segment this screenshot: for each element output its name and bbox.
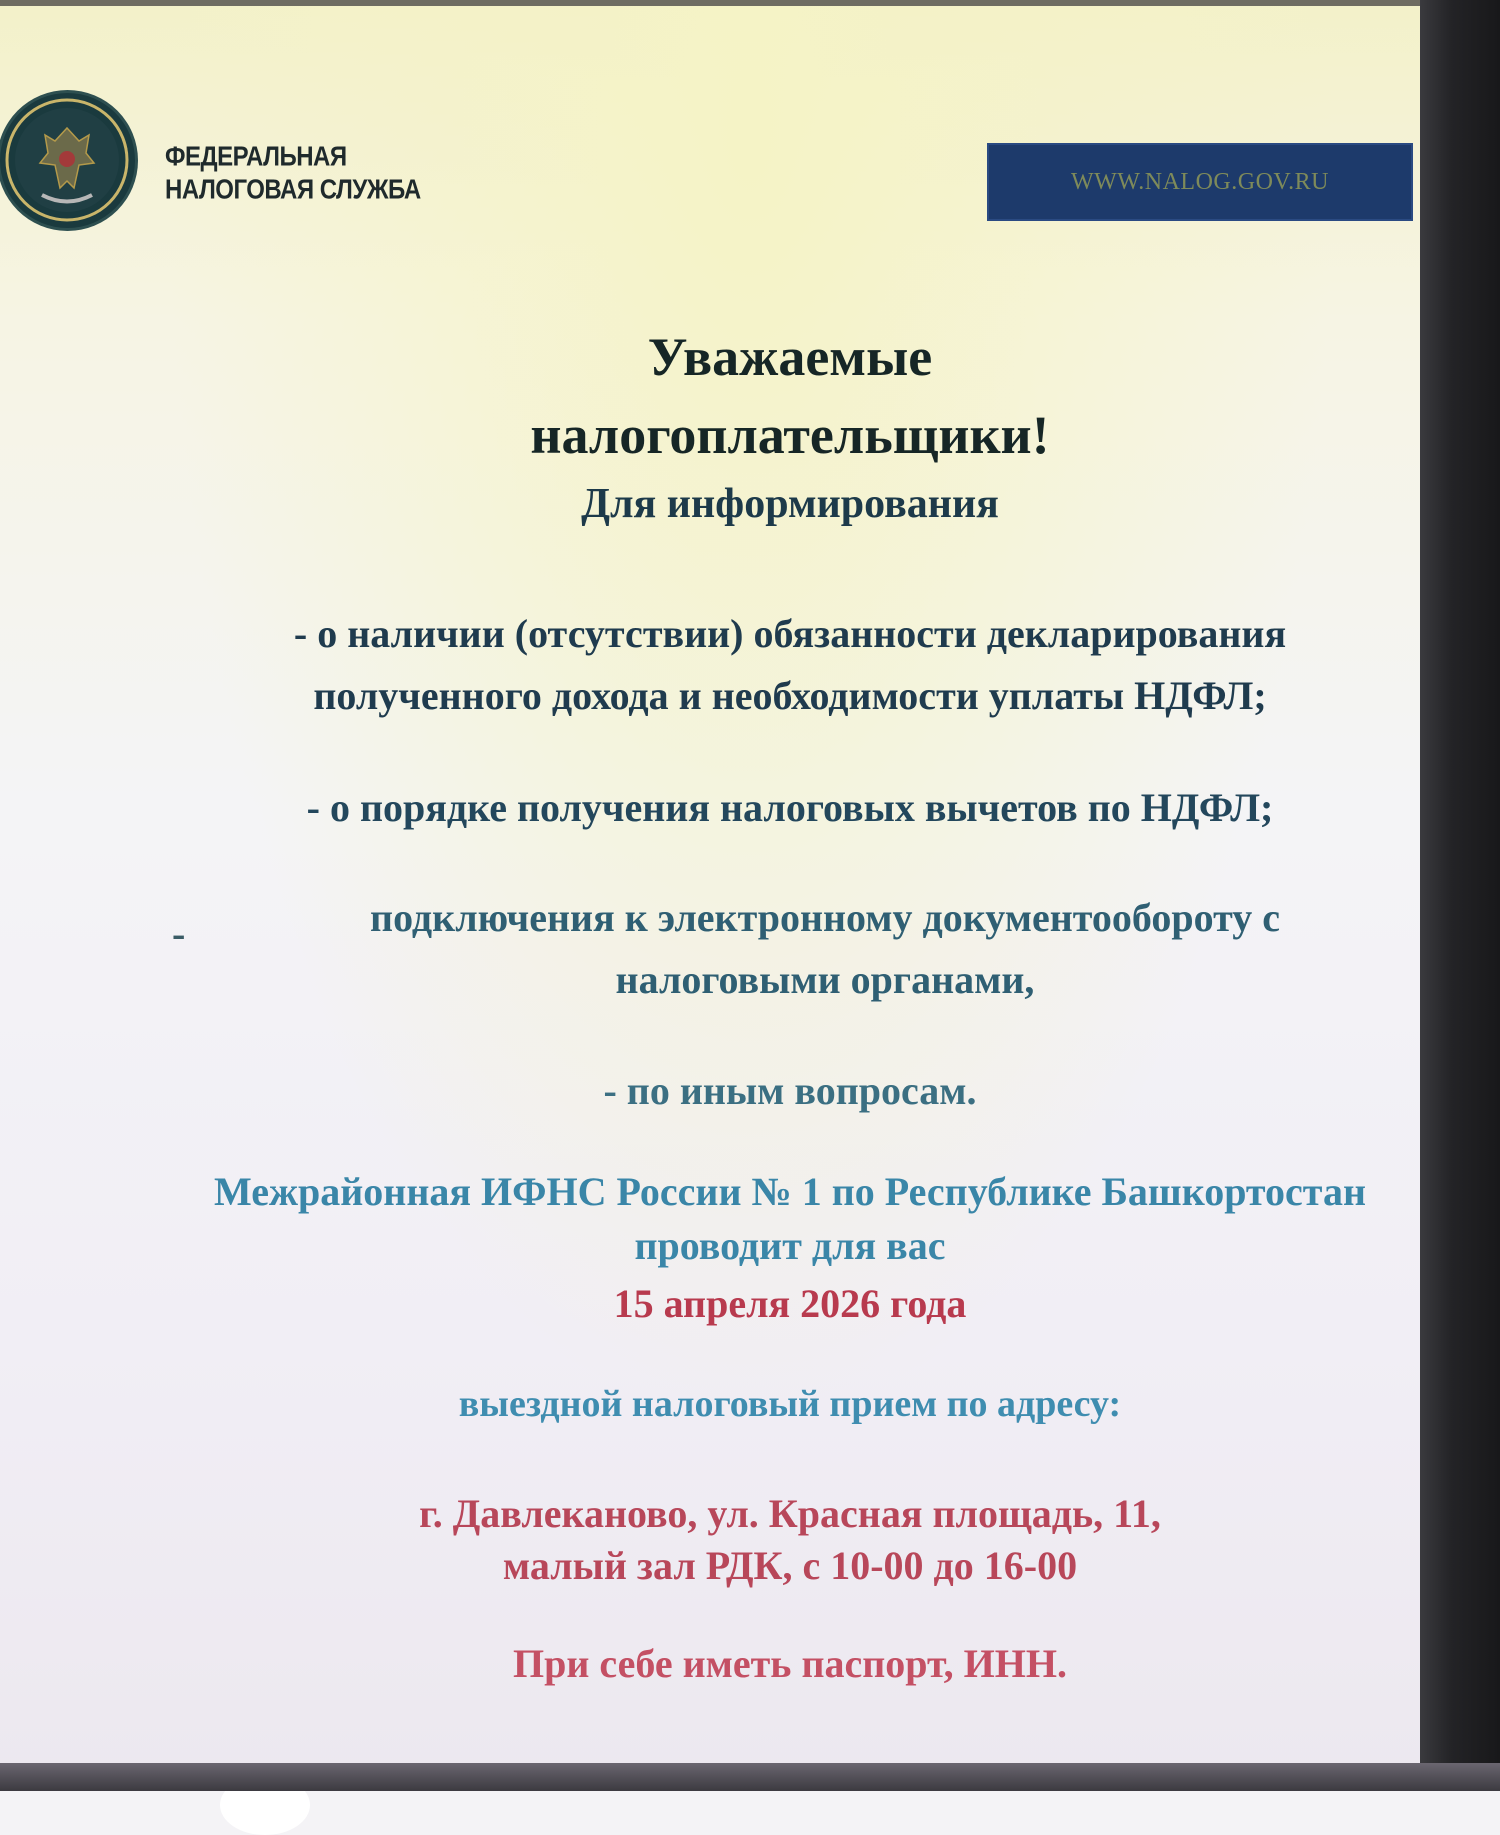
bullet-other: - по иным вопросам.: [603, 1068, 977, 1113]
bullet1-line2: полученного дохода и необходимости уплаты НДФЛ;: [313, 673, 1267, 718]
monitor-bezel-bottom: [0, 1763, 1500, 1791]
org-line1: Межрайонная ИФНС России № 1 по Республике Башкортостан: [214, 1169, 1366, 1214]
website-link[interactable]: WWW.NALOG.GOV.RU: [987, 143, 1413, 221]
organizer-text: [100, 1165, 1480, 1273]
org-name-line1: ФЕДЕРАЛЬНАЯ: [165, 141, 347, 173]
bullet3-dash: -: [172, 911, 186, 956]
bullet3-line1: подключения к электронному документообороту с: [370, 895, 1280, 940]
notice-title: [100, 318, 1480, 474]
address-line2: малый зал РДК, с 10-00 до 16-00: [502, 1543, 1078, 1588]
bullet1-line1: - о наличии (отсутствии) обязанности декларирования: [293, 611, 1287, 656]
notice-subtitle: Для информирования: [581, 481, 999, 527]
bullet-declaration: [100, 603, 1480, 727]
org-line2: проводит для вас: [634, 1223, 946, 1268]
bullet-edo: [270, 887, 1380, 1011]
bullet-deductions: - о порядке получения налоговых вычетов по НДФЛ;: [306, 785, 1274, 830]
monitor-bezel-right: [1420, 0, 1500, 1791]
event-date: 15 апреля 2026 года: [613, 1281, 967, 1326]
org-name-line2: НАЛОГОВАЯ СЛУЖБА: [165, 174, 421, 206]
title-line2: налогоплательщики!: [530, 405, 1050, 465]
monitor-top-edge: [0, 0, 1500, 6]
documents-note: При себе иметь паспорт, ИНН.: [512, 1641, 1068, 1686]
event-address: [100, 1488, 1480, 1592]
title-line1: Уважаемые: [647, 327, 933, 387]
org-logo-text: [165, 140, 465, 207]
reception-label: выездной налоговый прием по адресу:: [458, 1383, 1122, 1425]
bullet3-line2: налоговыми органами,: [615, 957, 1035, 1002]
address-line1: г. Давлеканово, ул. Красная площадь, 11,: [419, 1491, 1161, 1536]
fns-emblem-icon: [0, 93, 135, 228]
